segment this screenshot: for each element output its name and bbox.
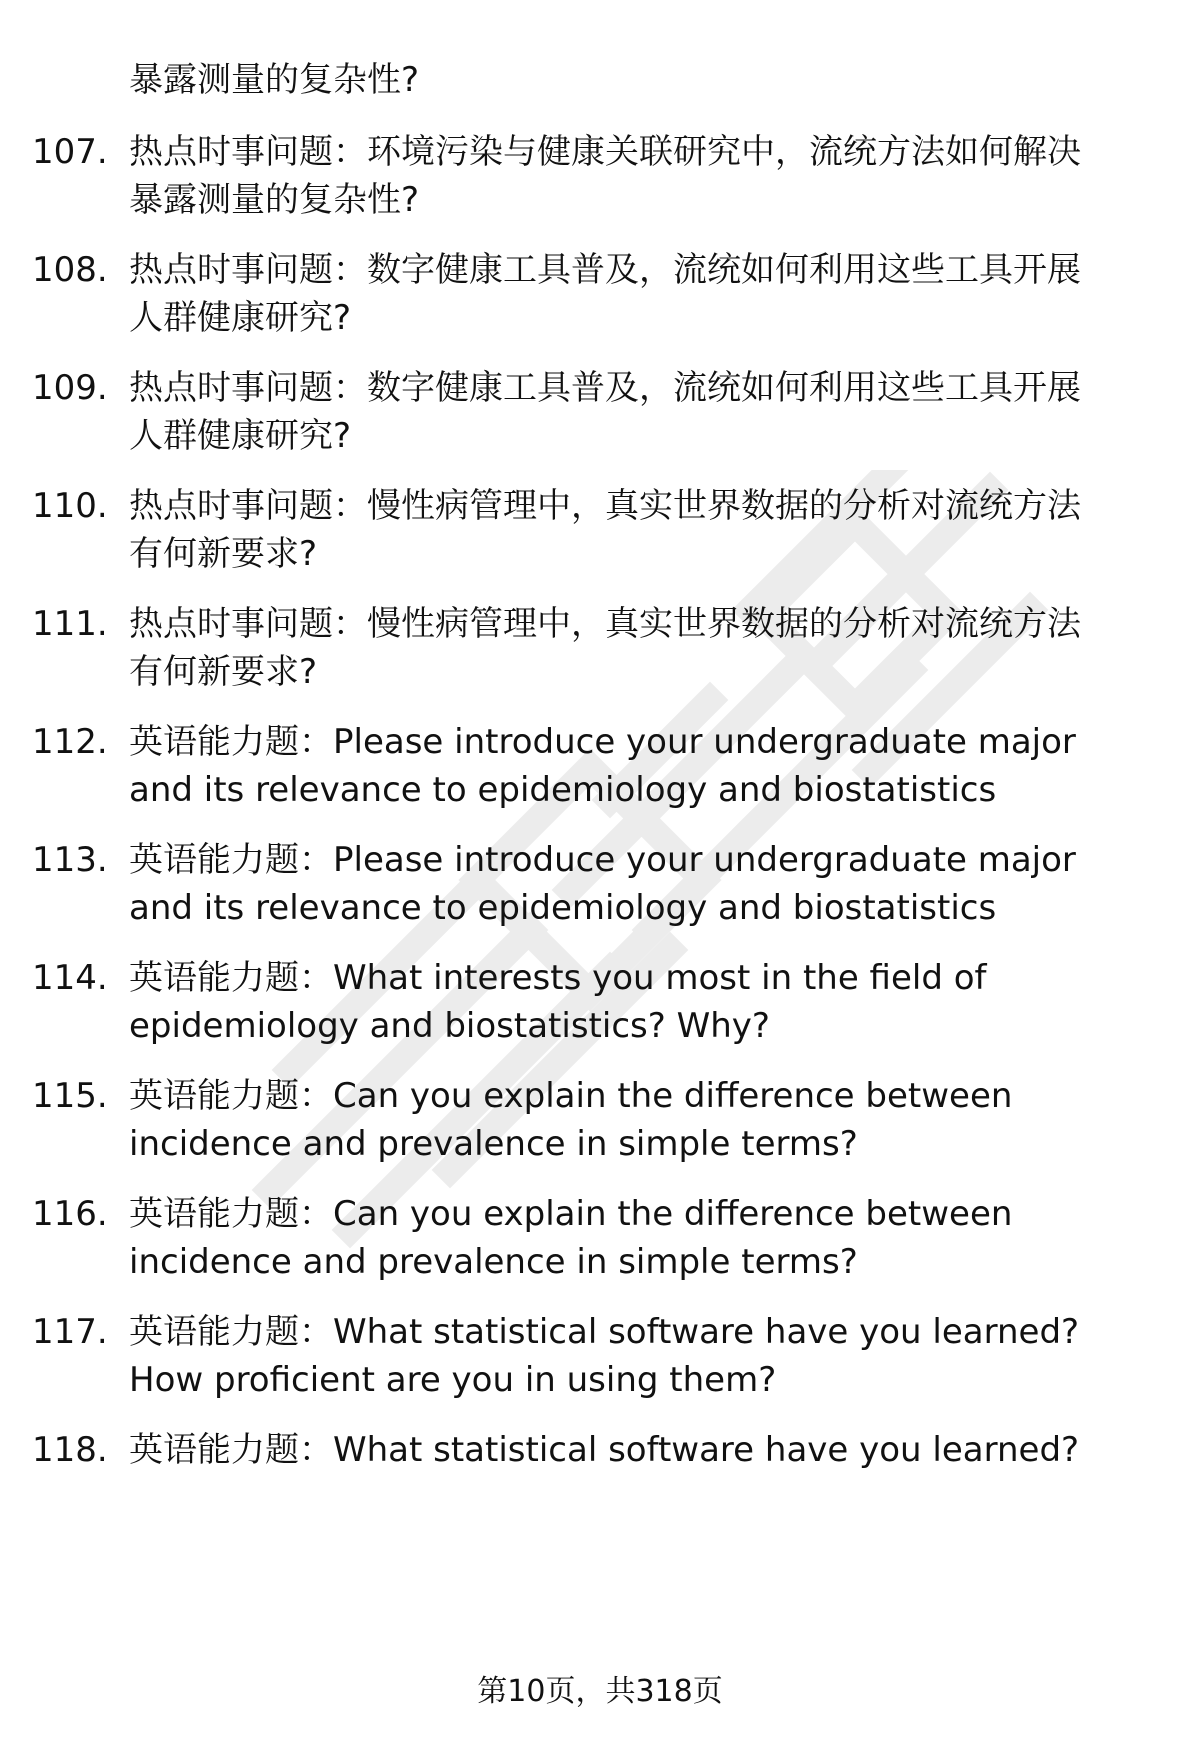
question-text bbox=[129, 836, 1172, 932]
page-number-footer: 第10页，共318页 bbox=[477, 1674, 723, 1709]
question-text-line: 英语能力题：Please introduce your undergraduate major bbox=[129, 840, 1076, 880]
question-text bbox=[129, 954, 1172, 1050]
question-number: 113. bbox=[32, 840, 108, 880]
question-item bbox=[32, 364, 1172, 460]
question-item bbox=[32, 954, 1172, 1050]
question-text-line: 热点时事问题：慢性病管理中，真实世界数据的分析对流统方法 bbox=[129, 486, 1081, 526]
question-number: 114. bbox=[32, 958, 108, 998]
question-text bbox=[129, 1308, 1172, 1404]
question-text bbox=[129, 1190, 1172, 1286]
question-item bbox=[32, 246, 1172, 342]
question-text-line: 热点时事问题：数字健康工具普及，流统如何利用这些工具开展 bbox=[129, 368, 1081, 408]
continued-question-text: 暴露测量的复杂性? bbox=[129, 60, 420, 100]
question-text-line: 人群健康研究? bbox=[129, 416, 352, 456]
question-text bbox=[129, 482, 1172, 578]
question-number: 112. bbox=[32, 722, 108, 762]
question-text-line: incidence and prevalence in simple terms? bbox=[129, 1242, 858, 1282]
question-item bbox=[32, 1308, 1172, 1404]
question-item bbox=[32, 1426, 1172, 1474]
question-text-line: 英语能力题：What statistical software have you learned? bbox=[129, 1312, 1080, 1352]
question-text-line: 暴露测量的复杂性? bbox=[129, 180, 420, 220]
question-number: 109. bbox=[32, 368, 108, 408]
question-text bbox=[129, 364, 1172, 460]
question-text-line: 英语能力题：What statistical software have you learned? bbox=[129, 1430, 1080, 1470]
question-item bbox=[32, 600, 1172, 696]
question-text-line: 英语能力题：Please introduce your undergraduate major bbox=[129, 722, 1076, 762]
question-text-line: 热点时事问题：数字健康工具普及，流统如何利用这些工具开展 bbox=[129, 250, 1081, 290]
question-text-line: 人群健康研究? bbox=[129, 298, 352, 338]
question-number: 111. bbox=[32, 604, 108, 644]
question-item bbox=[32, 836, 1172, 932]
question-text-line: 有何新要求? bbox=[129, 652, 318, 692]
question-number: 115. bbox=[32, 1076, 108, 1116]
question-text-line: and its relevance to epidemiology and biostatistics bbox=[129, 888, 997, 928]
question-text-line: 英语能力题：What interests you most in the field of bbox=[129, 958, 987, 998]
question-number: 108. bbox=[32, 250, 108, 290]
question-number: 116. bbox=[32, 1194, 108, 1234]
question-text bbox=[129, 128, 1172, 224]
question-text-line: 热点时事问题：慢性病管理中，真实世界数据的分析对流统方法 bbox=[129, 604, 1081, 644]
question-text-line: 英语能力题：Can you explain the difference between bbox=[129, 1194, 1013, 1234]
question-number: 117. bbox=[32, 1312, 108, 1352]
question-text bbox=[129, 1426, 1172, 1474]
question-number: 107. bbox=[32, 132, 108, 172]
question-text-line: epidemiology and biostatistics? Why? bbox=[129, 1006, 770, 1046]
question-item bbox=[32, 718, 1172, 814]
question-text-line: How proficient are you in using them? bbox=[129, 1360, 777, 1400]
question-text-line: 有何新要求? bbox=[129, 534, 318, 574]
question-number: 118. bbox=[32, 1430, 108, 1470]
question-item bbox=[32, 482, 1172, 578]
question-text-line: 英语能力题：Can you explain the difference between bbox=[129, 1076, 1013, 1116]
question-text bbox=[129, 718, 1172, 814]
question-text-line: incidence and prevalence in simple terms? bbox=[129, 1124, 858, 1164]
question-item bbox=[32, 1072, 1172, 1168]
question-item bbox=[32, 128, 1172, 224]
question-text bbox=[129, 246, 1172, 342]
question-text bbox=[129, 600, 1172, 696]
question-text bbox=[129, 1072, 1172, 1168]
question-text-line: 热点时事问题：环境污染与健康关联研究中，流统方法如何解决 bbox=[129, 132, 1081, 172]
question-number: 110. bbox=[32, 486, 108, 526]
question-text-line: and its relevance to epidemiology and biostatistics bbox=[129, 770, 997, 810]
question-item bbox=[32, 1190, 1172, 1286]
